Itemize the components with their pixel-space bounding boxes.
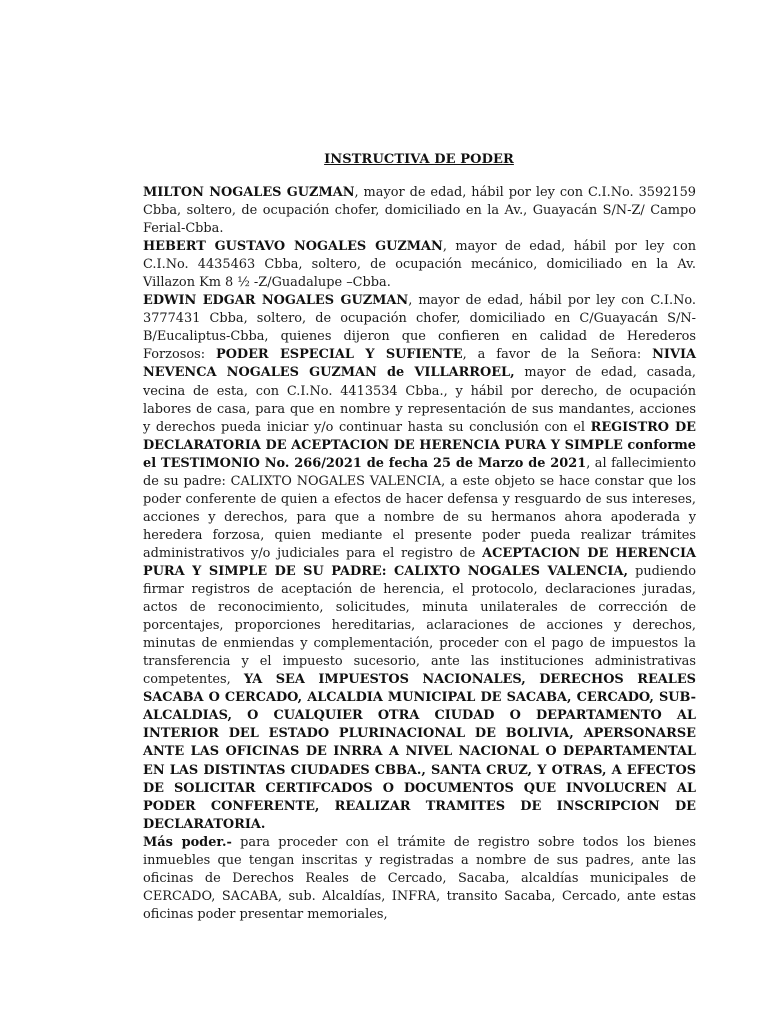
bold-text-run: Más poder.- <box>143 834 232 850</box>
bold-text-run: EDWIN EDGAR NOGALES GUZMAN <box>143 293 409 309</box>
paragraph <box>143 292 696 833</box>
text-run: para proceder con el trámite de registro sobre todos los bienes inmuebles que tengan inscritas y registradas a nombre de sus padres, ante las oficinas de Derechos Reales de Cercado, Sacaba, alcaldías municipales de CERCADO, SACABA, sub. Alcaldías, INFRA, transito Sacaba, Cercado, ante estas oficinas poder presentar memoriales, <box>143 834 696 922</box>
bold-text-run: REGISTRO DE DECLARATORIA DE ACEPTACION DE HERENCIA PURA Y SIMPLE conforme el TESTIMONIO No. 266/2021 de fecha 25 de Marzo de 2021 <box>143 419 696 471</box>
bold-text-run: MILTON NOGALES GUZMAN <box>143 185 355 200</box>
text-run: , mayor de edad, hábil por ley con C.I.No. 4435463 Cbba, soltero, de ocupación mecánico, domiciliado en la Av. Villazon Km 8 ½ -Z/Guadalupe –Cbba. <box>143 239 697 291</box>
text-run: mayor de edad, casada, vecina de esta, con C.I.No. 4413534 Cbba., y hábil por derecho, de ocupación labores de casa, para que en nombre y representación de sus mandantes, acciones y derechos pueda iniciar y/o continuar hasta su conclusión con el <box>143 365 696 435</box>
bold-text-run: PODER ESPECIAL Y SUFIENTE <box>216 347 463 363</box>
bold-text-run: NIVIA NEVENCA NOGALES GUZMAN de VILLARROEL, <box>143 347 696 381</box>
text-run: , al fallecimiento de su padre: CALIXTO NOGALES VALENCIA, a este objeto se hace constar que los poder conferente de quien a efectos de hacer defensa y resguardo de sus intereses, acciones y derechos, para que a nombre de su hermanos ahora apoderada y heredera forzosa, quien mediante el presente poder pueda realizar trámites administrativos y/o judiciales para el registro de <box>143 455 696 561</box>
document-body <box>143 184 696 924</box>
bold-text-run: ACEPTACION DE HERENCIA PURA Y SIMPLE DE SU PADRE: CALIXTO NOGALES VALENCIA, <box>143 545 696 579</box>
paragraph <box>143 238 696 292</box>
text-run: pudiendo firmar registros de aceptación de herencia, el protocolo, declaraciones juradas, actos de reconocimiento, solicitudes, minuta unilaterales de corrección de porcentajes, proporciones hereditarias, aclaraciones de acciones y derechos, minutas de enmiendas y complementación, proceder con el pago de impuestos la transferencia y el impuesto sucesorio, ante las instituciones administrativas competentes, <box>143 563 696 688</box>
text-run: , mayor de edad, hábil por ley con C.I.No. 3777431 Cbba, soltero, de ocupación chofer, domiciliado en C/Guayacán S/N-B/Eucaliptus-Cbba, quienes dijeron que confieren en calidad de Herederos Forzosos: <box>143 293 696 363</box>
paragraph <box>143 184 696 238</box>
bold-text-run: YA SEA IMPUESTOS NACIONALES, DERECHOS REALES SACABA O CERCADO, ALCALDIA MUNICIPAL DE SACABA, CERCADO, SUB-ALCALDIAS, O CUALQUIER OTRA CIUDAD O DEPARTAMENTO AL INTERIOR DEL ESTADO PLURINACIONAL DE BOLIVIA, APERSONARSE ANTE LAS OFICINAS DE INRRA A NIVEL NACIONAL O DEPARTAMENTAL EN LAS DISTINTAS CIUDADES CBBA., SANTA CRUZ, Y OTRAS, A EFECTOS DE SOLICITAR CERTIFCADOS O DOCUMENTOS QUE INVOLUCREN AL PODER CONFERENTE, REALIZAR TRAMITES DE INSCRIPCION DE DECLARATORIA. <box>143 672 696 832</box>
paragraph <box>143 834 696 924</box>
text-run: , mayor de edad, hábil por ley con C.I.No. 3592159 Cbba, soltero, de ocupación chofer, domiciliado en la Av., Guayacán S/N-Z/ Campo Ferial-Cbba. <box>143 185 696 237</box>
bold-text-run: HEBERT GUSTAVO NOGALES GUZMAN <box>143 239 443 255</box>
text-run: , a favor de la Señora: <box>462 347 653 363</box>
document-title: INSTRUCTIVA DE PODER <box>324 152 514 167</box>
